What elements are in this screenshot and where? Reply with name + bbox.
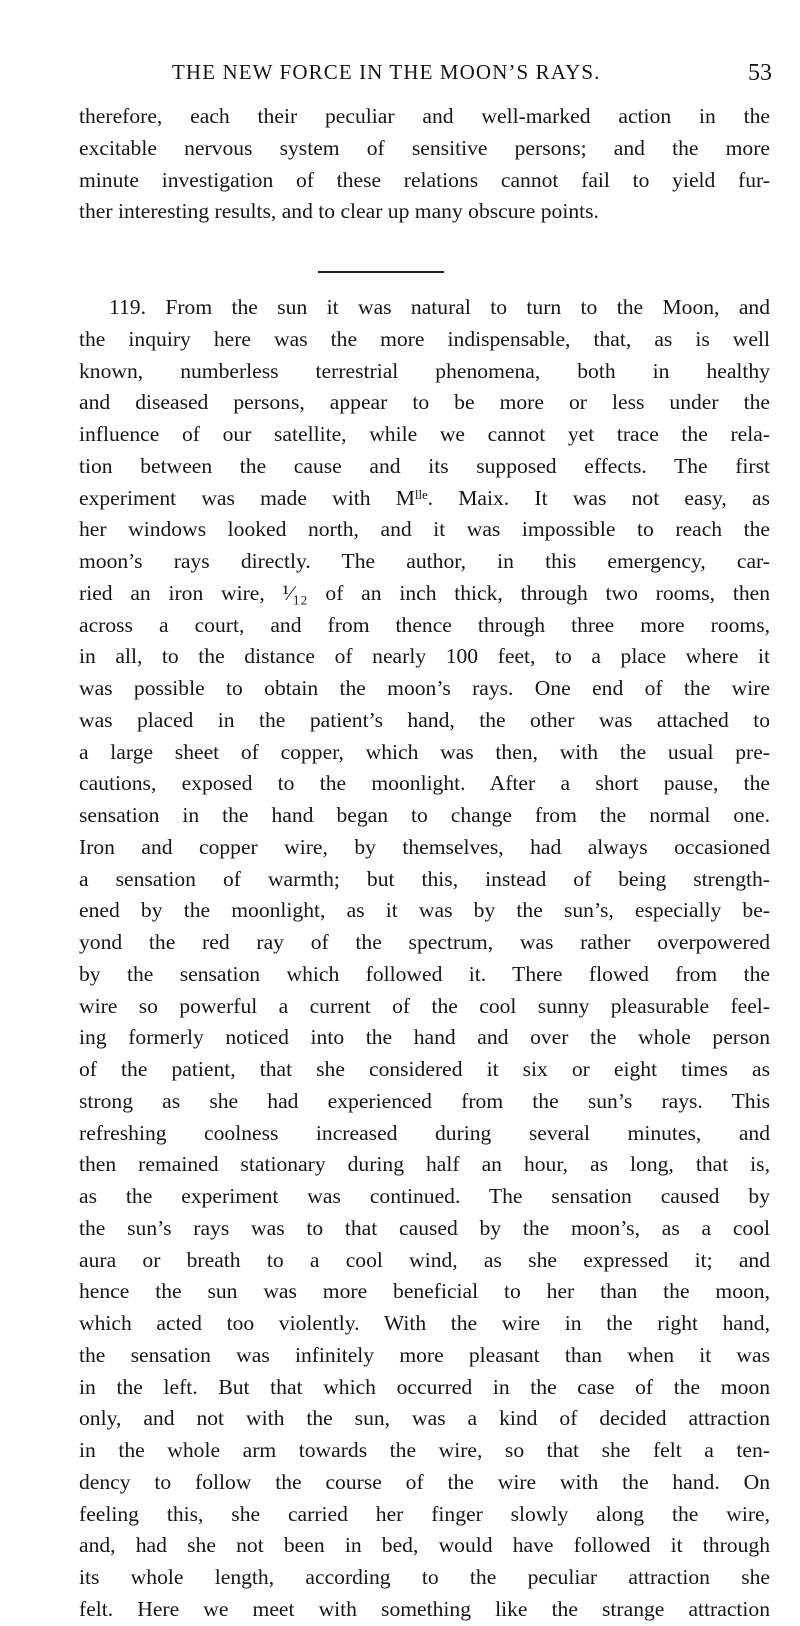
text-line: in all, to the distance of nearly 100 feet, to a place where it [79,644,770,669]
text-line: by the sensation which followed it. There flowed from the [79,961,770,986]
text-line: refreshing coolness increased during several minutes, and [79,1120,770,1145]
text-line: ened by the moonlight, as it was by the sun’s, especially be- [79,898,770,923]
text-line: cautions, exposed to the moonlight. After a short pause, the [79,771,770,796]
text-line: moon’s rays directly. The author, in this emergency, car- [79,549,770,573]
text-line: a large sheet of copper, which was then, with the usual pre- [79,739,770,764]
paragraph-119 [79,292,770,1626]
text-line: which acted too violently. With the wire in the right hand, [79,1311,770,1335]
text-line: Iron and copper wire, by themselves, had always occasioned [79,834,770,859]
text-line: as the experiment was continued. The sensation caused by [79,1184,770,1208]
text-line: ther interesting results, and to clear up many obscure points. [79,199,599,224]
text-line: in the left. But that which occurred in the case of the moon [79,1374,770,1399]
paragraph-continued [79,101,770,228]
running-head [0,60,800,90]
text-line: influence of our satellite, while we cannot yet trace the rela- [79,422,770,446]
page-number: 53 [748,60,772,86]
text-line: its whole length, according to the peculiar attraction she [79,1565,770,1589]
text-line: known, numberless terrestrial phenomena, both in healthy [79,358,770,383]
section-divider [318,271,444,273]
text-line: in the whole arm towards the wire, so that she felt a ten- [79,1438,770,1462]
text-line: wire so powerful a current of the cool sunny pleasurable feel- [79,993,770,1018]
text-line: felt. Here we meet with something like the strange attraction [79,1596,770,1621]
text-line: aura or breath to a cool wind, as she expressed it; and [79,1247,770,1272]
text-line: of the patient, that she considered it six or eight times as [79,1057,770,1081]
text-line: 119. From the sun it was natural to turn to the Moon, and [109,295,770,319]
text-line: the sun’s rays was to that caused by the moon’s, as a cool [79,1215,770,1240]
text-line: the sensation was infinitely more pleasant than when it was [79,1342,770,1367]
text-line: experiment was made with Mˡˡᵉ. Maix. It was not easy, as [79,485,770,510]
text-line: yond the red ray of the spectrum, was rather overpowered [79,930,770,954]
text-line: tion between the cause and its supposed effects. The first [79,453,770,478]
text-line: only, and not with the sun, was a kind of decided attraction [79,1406,770,1431]
text-line: feeling this, she carried her finger slowly along the wire, [79,1501,770,1526]
text-line: her windows looked north, and it was impossible to reach the [79,517,770,542]
text-line: ing formerly noticed into the hand and over the whole person [79,1025,770,1050]
text-line: then remained stationary during half an hour, as long, that is, [79,1152,770,1177]
text-line: a sensation of warmth; but this, instead of being strength- [79,866,770,891]
text-line: was possible to obtain the moon’s rays. One end of the wire [79,676,770,700]
text-line: was placed in the patient’s hand, the other was attached to [79,707,770,732]
text-line: across a court, and from thence through three more rooms, [79,612,770,637]
running-title: THE NEW FORCE IN THE MOON’S RAYS. [172,60,601,84]
text-line: the inquiry here was the more indispensable, that, as is well [79,326,770,351]
text-line: and diseased persons, appear to be more or less under the [79,390,770,415]
text-line: minute investigation of these relations cannot fail to yield fur- [79,167,770,192]
text-line: and, had she not been in bed, would have followed it through [79,1533,770,1558]
text-line: ried an iron wire, ¹⁄₁₂ of an inch thick, through two rooms, then [79,580,770,605]
text-line: excitable nervous system of sensitive persons; and the more [79,135,770,160]
text-line: hence the sun was more beneficial to her than the moon, [79,1279,770,1304]
text-line: sensation in the hand began to change from the normal one. [79,803,770,827]
text-line: strong as she had experienced from the sun’s rays. This [79,1088,770,1113]
text-line: dency to follow the course of the wire with the hand. On [79,1469,770,1494]
text-line: therefore, each their peculiar and well-marked action in the [79,104,770,128]
